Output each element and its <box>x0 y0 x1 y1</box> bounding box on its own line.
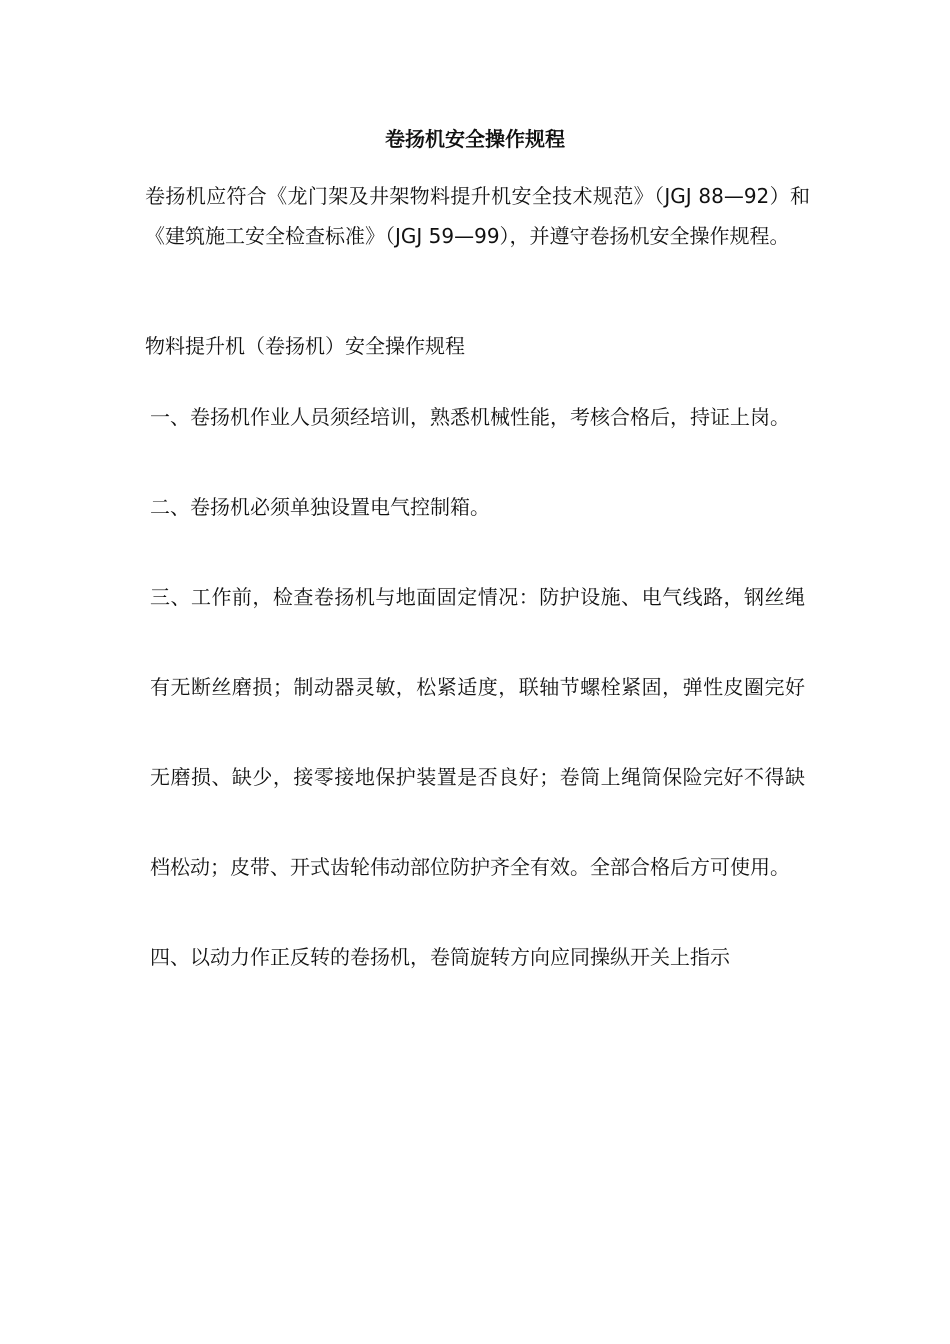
rule-item-4: 四、以动力作正反转的卷扬机，卷筒旋转方向应同操纵开关上指示 <box>150 945 730 969</box>
section-subtitle: 物料提升机（卷扬机）安全操作规程 <box>145 334 465 358</box>
rules-list <box>150 372 805 1002</box>
document-title: 卷扬机安全操作规程 <box>385 127 565 151</box>
rule-item-1: 一、卷扬机作业人员须经培训，熟悉机械性能，考核合格后，持证上岗。 <box>150 405 790 429</box>
intro-paragraph: 卷扬机应符合《龙门架及井架物料提升机安全技术规范》（JGJ 88—92）和《建筑施工安全检查标准》（JGJ 59—99），并遵守卷扬机安全操作规程。 <box>145 184 810 248</box>
rule-item-3: 三、工作前，检查卷扬机与地面固定情况：防护设施、电气线路，钢丝绳有无断丝磨损；制动器灵敏，松紧适度，联轴节螺栓紧固，弹性皮圈完好无磨损、缺少，接零接地保护装置是否良好；卷筒上绳筒保险完好不得缺档松动；皮带、开式齿轮伟动部位防护齐全有效。全部合格后方可使用。 <box>150 585 805 879</box>
rule-item-2: 二、卷扬机必须单独设置电气控制箱。 <box>150 495 490 519</box>
